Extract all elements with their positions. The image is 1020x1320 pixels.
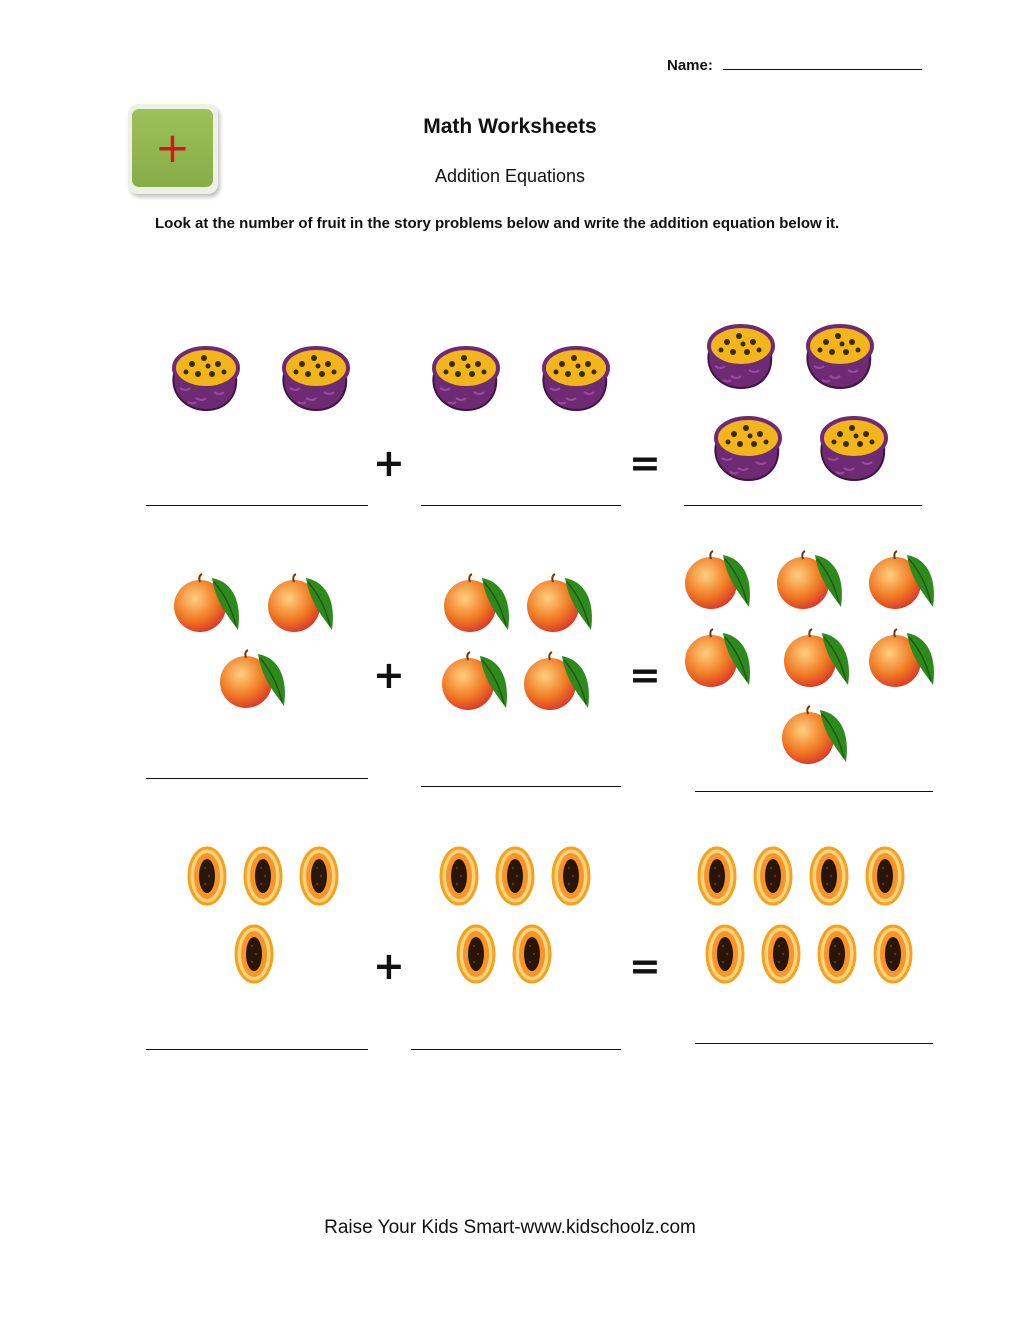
peach-icon	[775, 551, 845, 611]
plus-sign: +	[373, 441, 405, 485]
name-answer-line[interactable]	[723, 69, 922, 70]
papaya-half-icon	[187, 846, 227, 906]
plus-sign: +	[373, 653, 405, 697]
papaya-half-icon	[439, 846, 479, 906]
papaya-half-icon	[817, 924, 857, 984]
passion-fruit-icon	[802, 322, 876, 390]
answer-line-row3-left[interactable]	[146, 1049, 368, 1050]
passion-fruit-icon	[816, 414, 890, 482]
answer-line-row2-middle[interactable]	[421, 786, 621, 787]
papaya-half-icon	[705, 924, 745, 984]
papaya-half-icon	[761, 924, 801, 984]
answer-line-row1-left[interactable]	[146, 505, 368, 506]
papaya-half-icon	[243, 846, 283, 906]
peach-icon	[782, 629, 852, 689]
peach-icon	[867, 551, 937, 611]
equals-sign: =	[629, 944, 661, 988]
papaya-half-icon	[753, 846, 793, 906]
instructions-text: Look at the number of fruit in the story problems below and write the addition equation below it.	[155, 215, 840, 232]
passion-fruit-icon	[710, 414, 784, 482]
peach-icon	[780, 706, 850, 766]
peach-icon	[172, 574, 242, 634]
page-title: Math Worksheets	[423, 115, 597, 138]
answer-line-row3-total[interactable]	[695, 1043, 933, 1044]
answer-line-row2-total[interactable]	[695, 791, 933, 792]
papaya-half-icon	[873, 924, 913, 984]
papaya-half-icon	[551, 846, 591, 906]
name-label: Name:	[667, 57, 713, 74]
answer-line-row2-left[interactable]	[146, 778, 368, 779]
papaya-half-icon	[697, 846, 737, 906]
peach-icon	[218, 650, 288, 710]
answer-line-row3-middle[interactable]	[411, 1049, 621, 1050]
plus-icon: +	[132, 109, 213, 187]
footer-text: Raise Your Kids Smart-www.kidschoolz.com	[324, 1217, 696, 1238]
equals-sign: =	[629, 653, 661, 697]
peach-icon	[683, 629, 753, 689]
peach-icon	[525, 574, 595, 634]
page-subtitle: Addition Equations	[434, 166, 586, 186]
plus-sign: +	[373, 944, 405, 988]
answer-line-row1-total[interactable]	[684, 505, 922, 506]
answer-line-row1-middle[interactable]	[421, 505, 621, 506]
peach-icon	[440, 652, 510, 712]
passion-fruit-icon	[428, 344, 502, 412]
papaya-half-icon	[512, 924, 552, 984]
passion-fruit-icon	[278, 344, 352, 412]
peach-icon	[683, 551, 753, 611]
papaya-half-icon	[809, 846, 849, 906]
papaya-half-icon	[456, 924, 496, 984]
peach-icon	[867, 629, 937, 689]
papaya-half-icon	[234, 924, 274, 984]
passion-fruit-icon	[168, 344, 242, 412]
equals-sign: =	[629, 441, 661, 485]
peach-icon	[522, 652, 592, 712]
papaya-half-icon	[299, 846, 339, 906]
papaya-half-icon	[495, 846, 535, 906]
peach-icon	[442, 574, 512, 634]
passion-fruit-icon	[703, 322, 777, 390]
peach-icon	[266, 574, 336, 634]
papaya-half-icon	[865, 846, 905, 906]
passion-fruit-icon	[538, 344, 612, 412]
